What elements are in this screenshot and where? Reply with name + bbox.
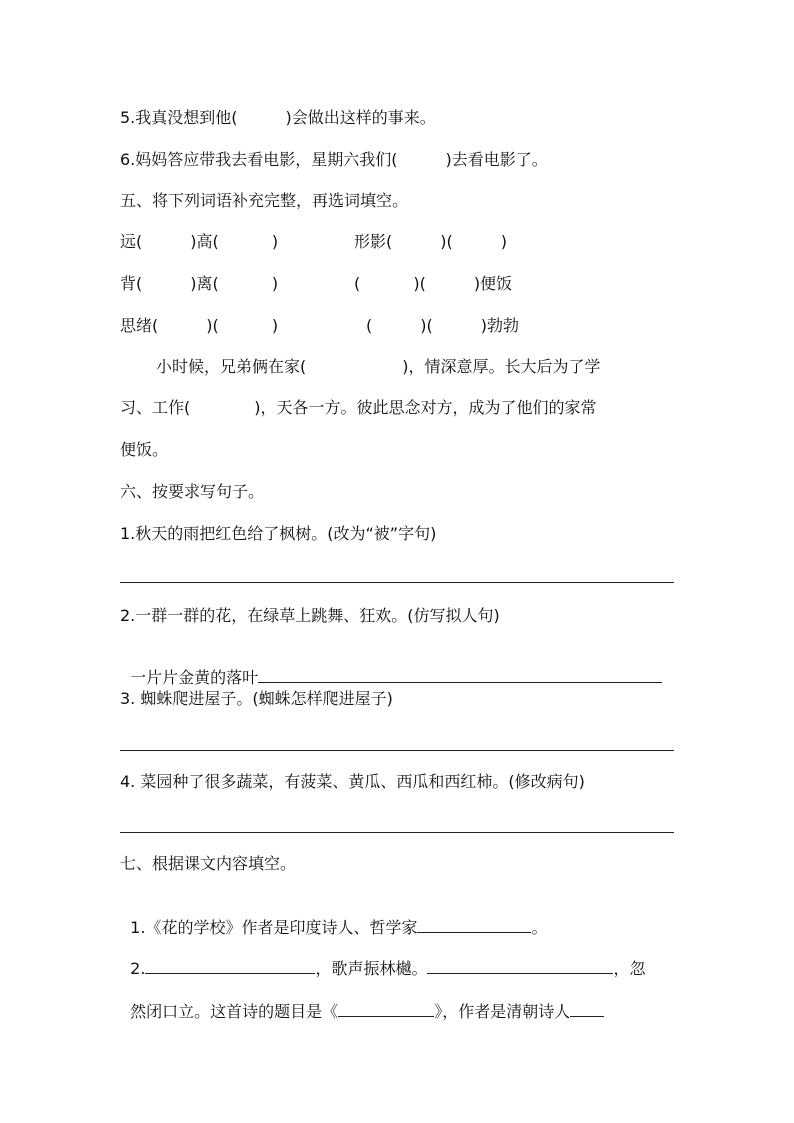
answer-line-4[interactable] [120,832,674,833]
paragraph-line-3: 便饭。 [120,440,169,459]
answer-line-2[interactable] [258,668,662,683]
idiom-row2-a: 背( )离( ) [120,274,279,293]
fill-1 [120,898,547,938]
fill-1-text: 1.《花的学校》作者是印度诗人、哲学家 [130,918,418,937]
fill-3 [120,982,604,1022]
poet-blank[interactable] [570,1002,604,1017]
answer-line-1[interactable] [120,582,674,583]
fill-2-number: 2. [130,959,146,978]
idiom-row3-a: 思绪( )( ) [120,316,279,335]
fill-2-blank-1[interactable] [145,959,315,974]
idiom-row2-b: ( )( )便饭 [354,274,513,293]
section-5-heading: 五、将下列词语补充完整，再选词填空。 [120,191,409,210]
idiom-row3-b: ( )( )勃勃 [366,316,519,335]
sentence-1: 1.秋天的雨把红色给了枫树。(改为“被”字句) [120,524,437,543]
fill-2-blank-2[interactable] [427,959,613,974]
paragraph-line-1: 小时候，兄弟俩在家( )，情深意厚。长大后为了学 [156,357,601,376]
fill-2-text: ，歌声振林樾。 [315,959,428,978]
fill-2 [120,939,645,979]
sentence-3: 3. 蜘蛛爬进屋子。(蜘蛛怎样爬进屋子) [120,689,393,708]
fill-3-text: 然闭口立。这首诗的题目是《 [130,1002,339,1021]
poem-title-blank[interactable] [338,1002,434,1017]
idiom-row1-a: 远( )高( ) [120,232,279,251]
section-6-heading: 六、按要求写句子。 [120,482,265,501]
idiom-row1-b: 形影( )( ) [354,232,507,251]
section-7-heading: 七、根据课文内容填空。 [120,854,297,873]
fill-1-end: 。 [531,918,548,937]
q5-line: 5.我真没想到他( )会做出这样的事来。 [120,108,436,127]
sentence-2: 2.一群一群的花，在绿草上跳舞、狂欢。(仿写拟人句) [120,606,500,625]
fill-1-blank[interactable] [417,918,531,933]
sentence-2-prompt [120,648,662,688]
fill-3-text-2: 》，作者是清朝诗人 [434,1002,571,1021]
q6-line: 6.妈妈答应带我去看电影，星期六我们( )去看电影了。 [120,150,548,169]
sentence-4: 4. 菜园种了很多蔬菜，有菠菜、黄瓜、西瓜和西红柿。(修改病句) [120,772,585,791]
paragraph-line-2: 习、工作( )，天各一方。彼此思念对方，成为了他们的家常 [120,398,597,417]
sentence-2-prefix: 一片片金黄的落叶 [130,668,259,687]
answer-line-3[interactable] [120,750,674,751]
fill-2-end: ，忽 [613,959,646,978]
